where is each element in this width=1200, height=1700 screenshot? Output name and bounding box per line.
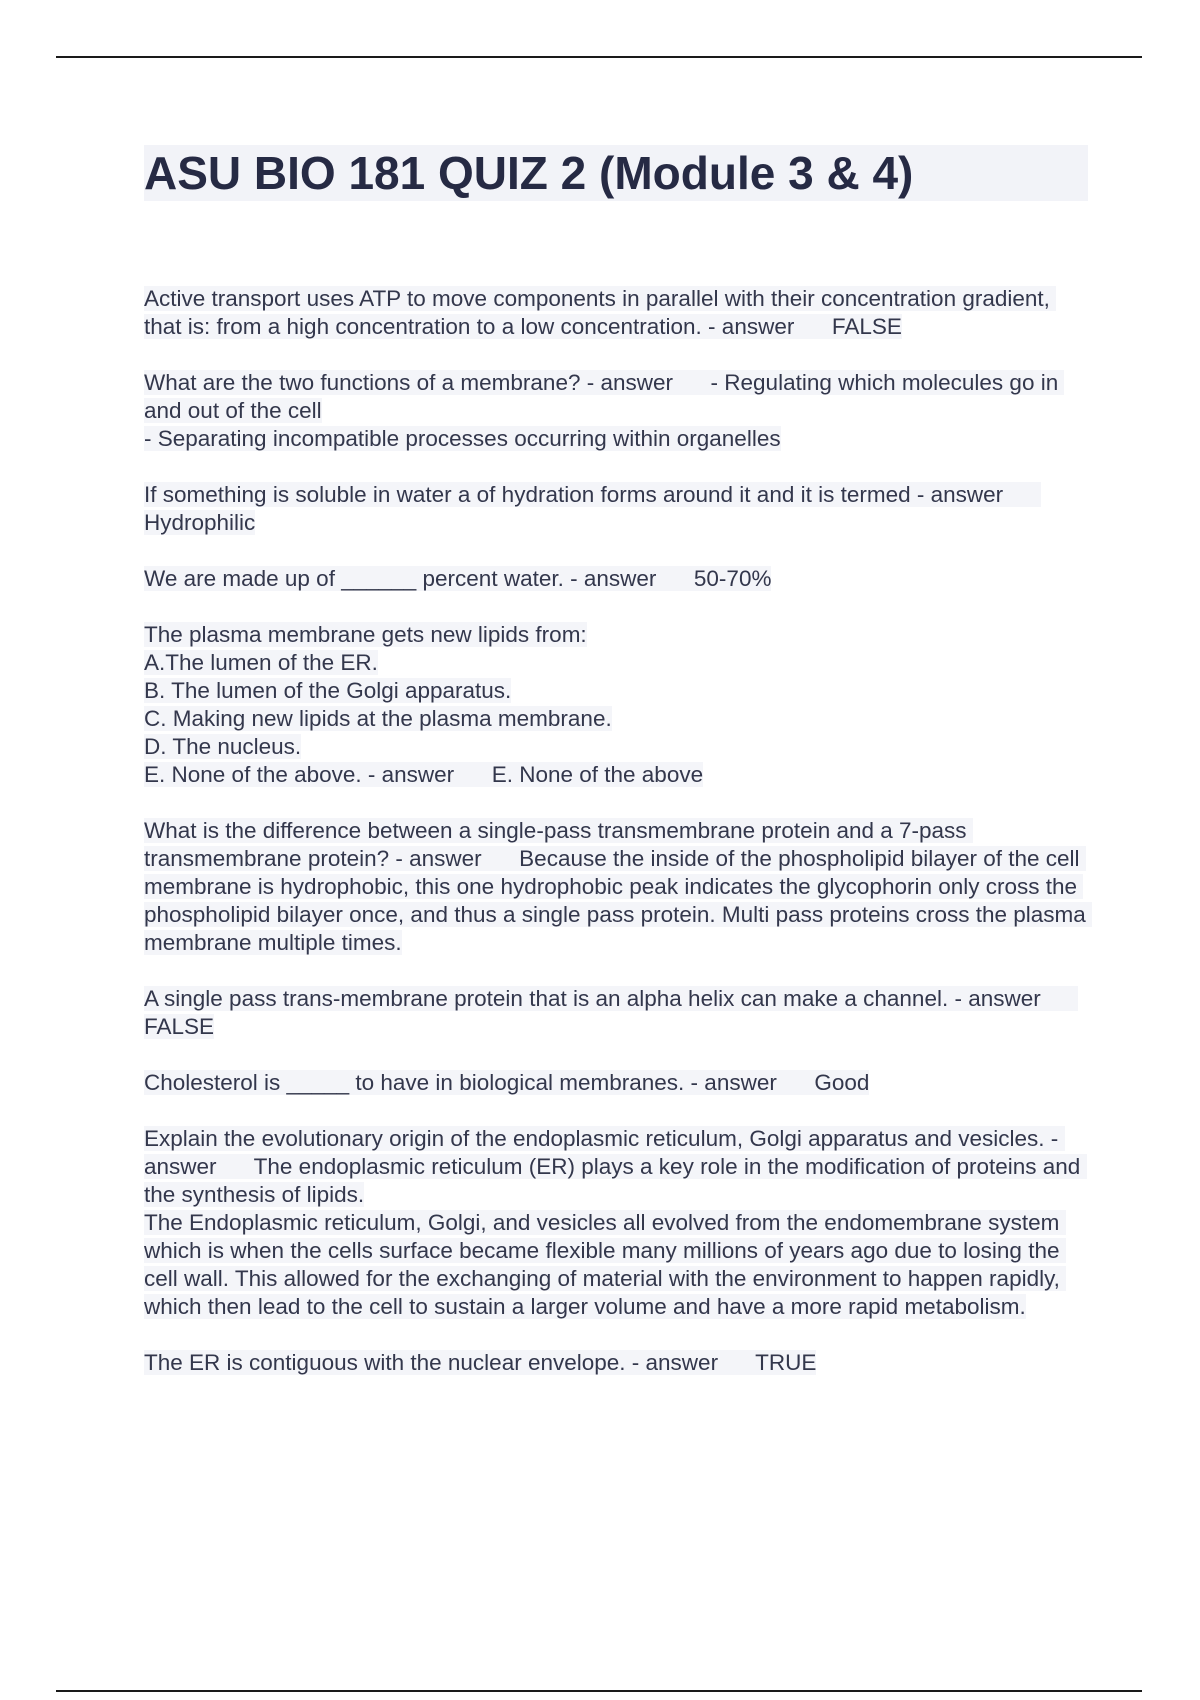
question-text: What are the two functions of a membrane? - answer [144,370,674,395]
question-text: We are made up of ______ percent water. - answer [144,566,657,591]
qa-item [144,481,1089,537]
answer-text: TRUE [755,1350,817,1375]
qa-item [144,1125,1089,1321]
qa-item [144,985,1089,1041]
top-rule [56,56,1142,58]
answer-text: 50-70% [693,566,772,591]
answer-text: Hydrophilic [144,510,256,535]
answer-text: The endoplasmic reticulum (ER) plays a key role in the modification of proteins and the synthesis of lipids. The Endoplasmic reticulum, Golgi, and vesicles all evolved from the endomembrane system which is when the cells surface became flexible many millions of years ago due to losing the cell wall. This allowed for the exchanging of material with the environment to happen rapidly, which then lead to the cell to sustain a larger volume and have a more rapid metabolism. [144,1154,1087,1319]
answer-text: Good [814,1070,870,1095]
qa-list [144,285,1093,1377]
answer-text: FALSE [831,314,902,339]
qa-item [144,621,1089,789]
qa-item [144,1069,1089,1097]
answer-text: E. None of the above [491,762,704,787]
answer-text: - Regulating which molecules go in and out of the cell - Separating incompatible processes occurring within organelles [144,370,1064,451]
question-text: Explain the evolutionary origin of the endoplasmic reticulum, Golgi apparatus and vesicles. - answer [144,1126,1065,1179]
question-text: What is the difference between a single-pass transmembrane protein and a 7-pass transmembrane protein? - answer [144,818,973,871]
bottom-rule [56,1690,1142,1692]
question-text: The ER is contiguous with the nuclear envelope. - answer [144,1350,719,1375]
question-text: The plasma membrane gets new lipids from: A.The lumen of the ER. B. The lumen of the Golgi apparatus. C. Making new lipids at the plasma membrane. D. The nucleus. E. None of the above. - answer [144,622,612,787]
qa-item [144,285,1089,341]
qa-item [144,1349,1089,1377]
qa-item [144,369,1089,453]
answer-text: FALSE [144,1014,215,1039]
page-title: ASU BIO 181 QUIZ 2 (Module 3 & 4) [144,145,1088,201]
document-body [144,145,1093,1405]
answer-text: Because the inside of the phospholipid bilayer of the cell membrane is hydrophobic, this one hydrophobic peak indicates the glycophorin only cross the phospholipid bilayer once, and thus a single pass protein. Multi pass proteins cross the plasma membrane multiple times. [144,846,1093,955]
question-text: If something is soluble in water a of hydration forms around it and it is termed - answer [144,482,1004,507]
qa-item [144,565,1089,593]
question-text: Cholesterol is _____ to have in biological membranes. - answer [144,1070,777,1095]
question-text: Active transport uses ATP to move components in parallel with their concentration gradient, that is: from a high concentration to a low concentration. - answer [144,286,1057,339]
qa-item [144,817,1093,957]
question-text: A single pass trans-membrane protein that is an alpha helix can make a channel. - answer [144,986,1041,1011]
